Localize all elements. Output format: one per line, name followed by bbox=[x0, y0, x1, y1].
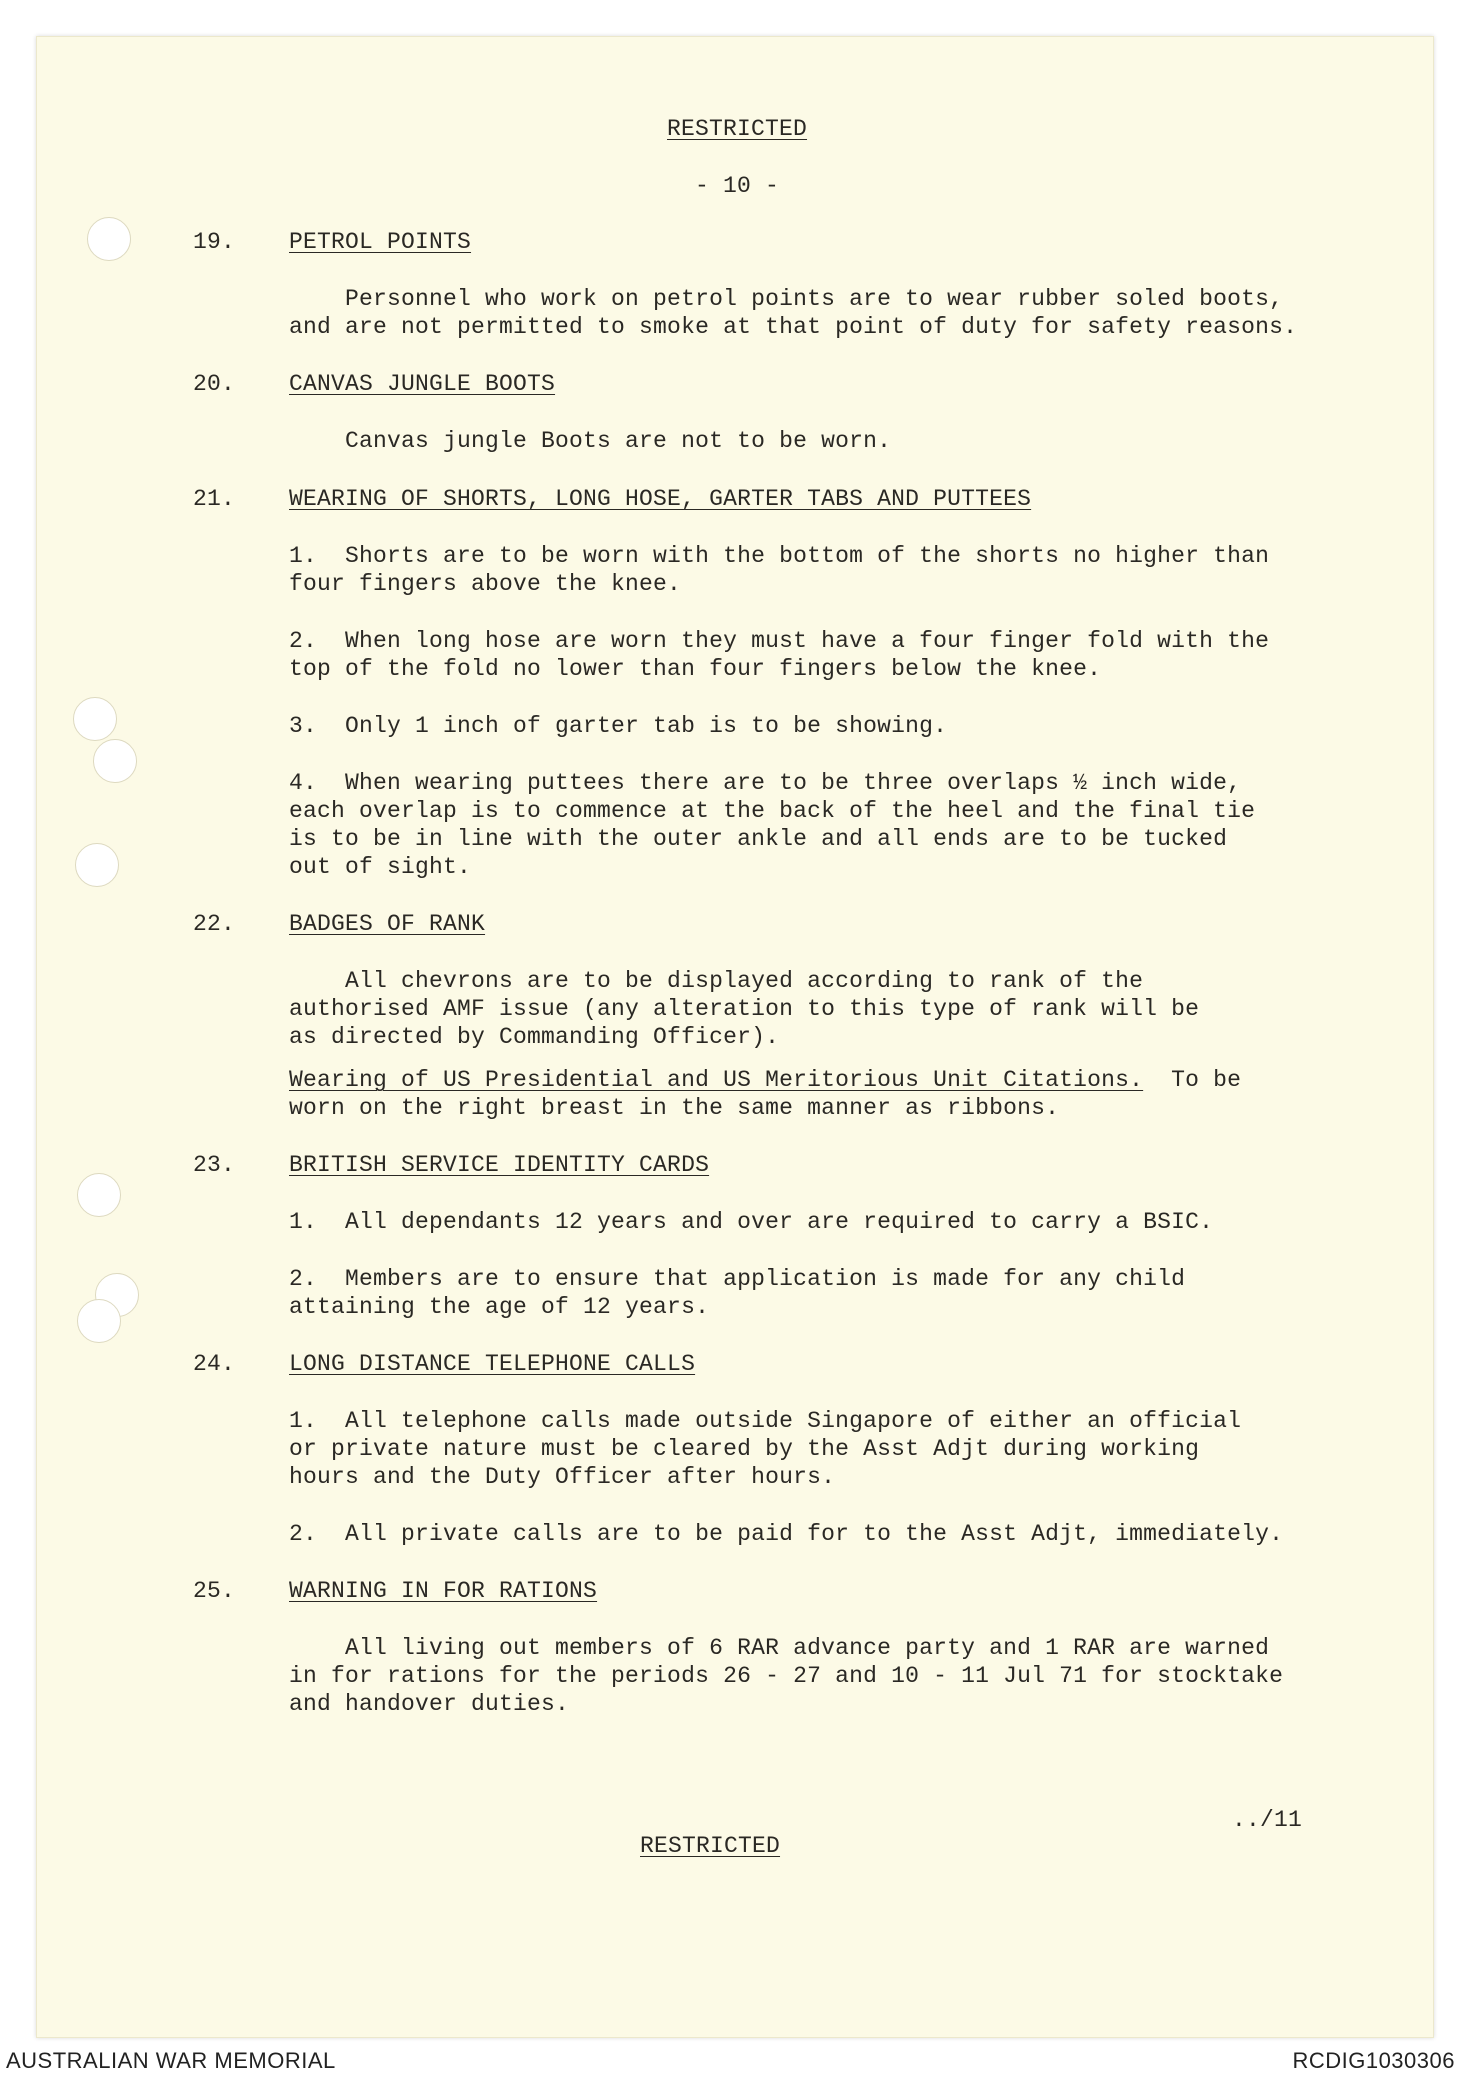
paragraph-line: and are not permitted to smoke at that point of duty for safety reasons. bbox=[289, 314, 1298, 340]
classification-footer: RESTRICTED bbox=[640, 1833, 781, 1859]
paragraph-line: Personnel who work on petrol points are to wear rubber soled boots, bbox=[289, 286, 1284, 312]
section-number: 19. bbox=[193, 229, 236, 255]
paragraph-line: top of the fold no lower than four fingers below the knee. bbox=[289, 656, 1102, 682]
paragraph-line: is to be in line with the outer ankle and all ends are to be tucked bbox=[289, 826, 1228, 852]
section-title: BADGES OF RANK bbox=[289, 911, 486, 937]
punch-hole bbox=[87, 217, 131, 261]
punch-hole bbox=[73, 697, 117, 741]
citation-heading: Wearing of US Presidential and US Meritorious Unit Citations. bbox=[289, 1067, 1144, 1093]
section-title: PETROL POINTS bbox=[289, 229, 472, 255]
archive-source: AUSTRALIAN WAR MEMORIAL bbox=[6, 2048, 336, 2073]
paragraph-line: each overlap is to commence at the back of the heel and the final tie bbox=[289, 798, 1256, 824]
punch-hole bbox=[77, 1173, 121, 1217]
paragraph-line: hours and the Duty Officer after hours. bbox=[289, 1464, 836, 1490]
paragraph-line: or private nature must be cleared by the Asst Adjt during working bbox=[289, 1436, 1200, 1462]
section-number: 21. bbox=[193, 486, 236, 512]
section-number: 20. bbox=[193, 371, 236, 397]
paragraph-line: authorised AMF issue (any alteration to this type of rank will be bbox=[289, 996, 1200, 1022]
section-title: LONG DISTANCE TELEPHONE CALLS bbox=[289, 1351, 696, 1377]
paragraph-line: Canvas jungle Boots are not to be worn. bbox=[289, 428, 892, 454]
paragraph-line: worn on the right breast in the same manner as ribbons. bbox=[289, 1095, 1060, 1121]
paragraph-line: attaining the age of 12 years. bbox=[289, 1294, 710, 1320]
paragraph-line: as directed by Commanding Officer). bbox=[289, 1024, 780, 1050]
paragraph-line: 3. Only 1 inch of garter tab is to be showing. bbox=[289, 713, 948, 739]
paragraph-line: 4. When wearing puttees there are to be three overlaps ½ inch wide, bbox=[289, 770, 1242, 796]
paragraph-line: All living out members of 6 RAR advance party and 1 RAR are warned bbox=[289, 1635, 1270, 1661]
paragraph-line: in for rations for the periods 26 - 27 and 10 - 11 Jul 71 for stocktake bbox=[289, 1663, 1284, 1689]
paragraph-line: four fingers above the knee. bbox=[289, 571, 682, 597]
paragraph-line: 2. When long hose are worn they must have a four finger fold with the bbox=[289, 628, 1270, 654]
section-title: WARNING IN FOR RATIONS bbox=[289, 1578, 598, 1604]
section-title: WEARING OF SHORTS, LONG HOSE, GARTER TABS AND PUTTEES bbox=[289, 486, 1032, 512]
paragraph-line: All chevrons are to be displayed according to rank of the bbox=[289, 968, 1144, 994]
section-number: 25. bbox=[193, 1578, 236, 1604]
punch-hole bbox=[75, 843, 119, 887]
section-number: 23. bbox=[193, 1152, 236, 1178]
continuation-marker: ../11 bbox=[1232, 1807, 1303, 1833]
paragraph-line: 1. All dependants 12 years and over are required to carry a BSIC. bbox=[289, 1209, 1214, 1235]
archive-reference: RCDIG1030306 bbox=[1292, 2048, 1455, 2073]
punch-hole bbox=[77, 1299, 121, 1343]
citation-text: To be bbox=[1143, 1067, 1242, 1093]
paragraph-line: 1. Shorts are to be worn with the bottom of the shorts no higher than bbox=[289, 543, 1270, 569]
paragraph-line: 2. Members are to ensure that application is made for any child bbox=[289, 1266, 1186, 1292]
paragraph-line: out of sight. bbox=[289, 854, 472, 880]
paragraph-line: 1. All telephone calls made outside Singapore of either an official bbox=[289, 1408, 1242, 1434]
page-number: - 10 - bbox=[695, 173, 780, 199]
classification-header: RESTRICTED bbox=[667, 116, 808, 142]
punch-hole bbox=[93, 739, 137, 783]
paragraph-line: 2. All private calls are to be paid for to the Asst Adjt, immediately. bbox=[289, 1521, 1284, 1547]
citation-line bbox=[289, 1066, 1241, 1094]
section-number: 24. bbox=[193, 1351, 236, 1377]
section-title: CANVAS JUNGLE BOOTS bbox=[289, 371, 556, 397]
paragraph-line: and handover duties. bbox=[289, 1691, 570, 1717]
section-title: BRITISH SERVICE IDENTITY CARDS bbox=[289, 1152, 710, 1178]
section-number: 22. bbox=[193, 911, 236, 937]
